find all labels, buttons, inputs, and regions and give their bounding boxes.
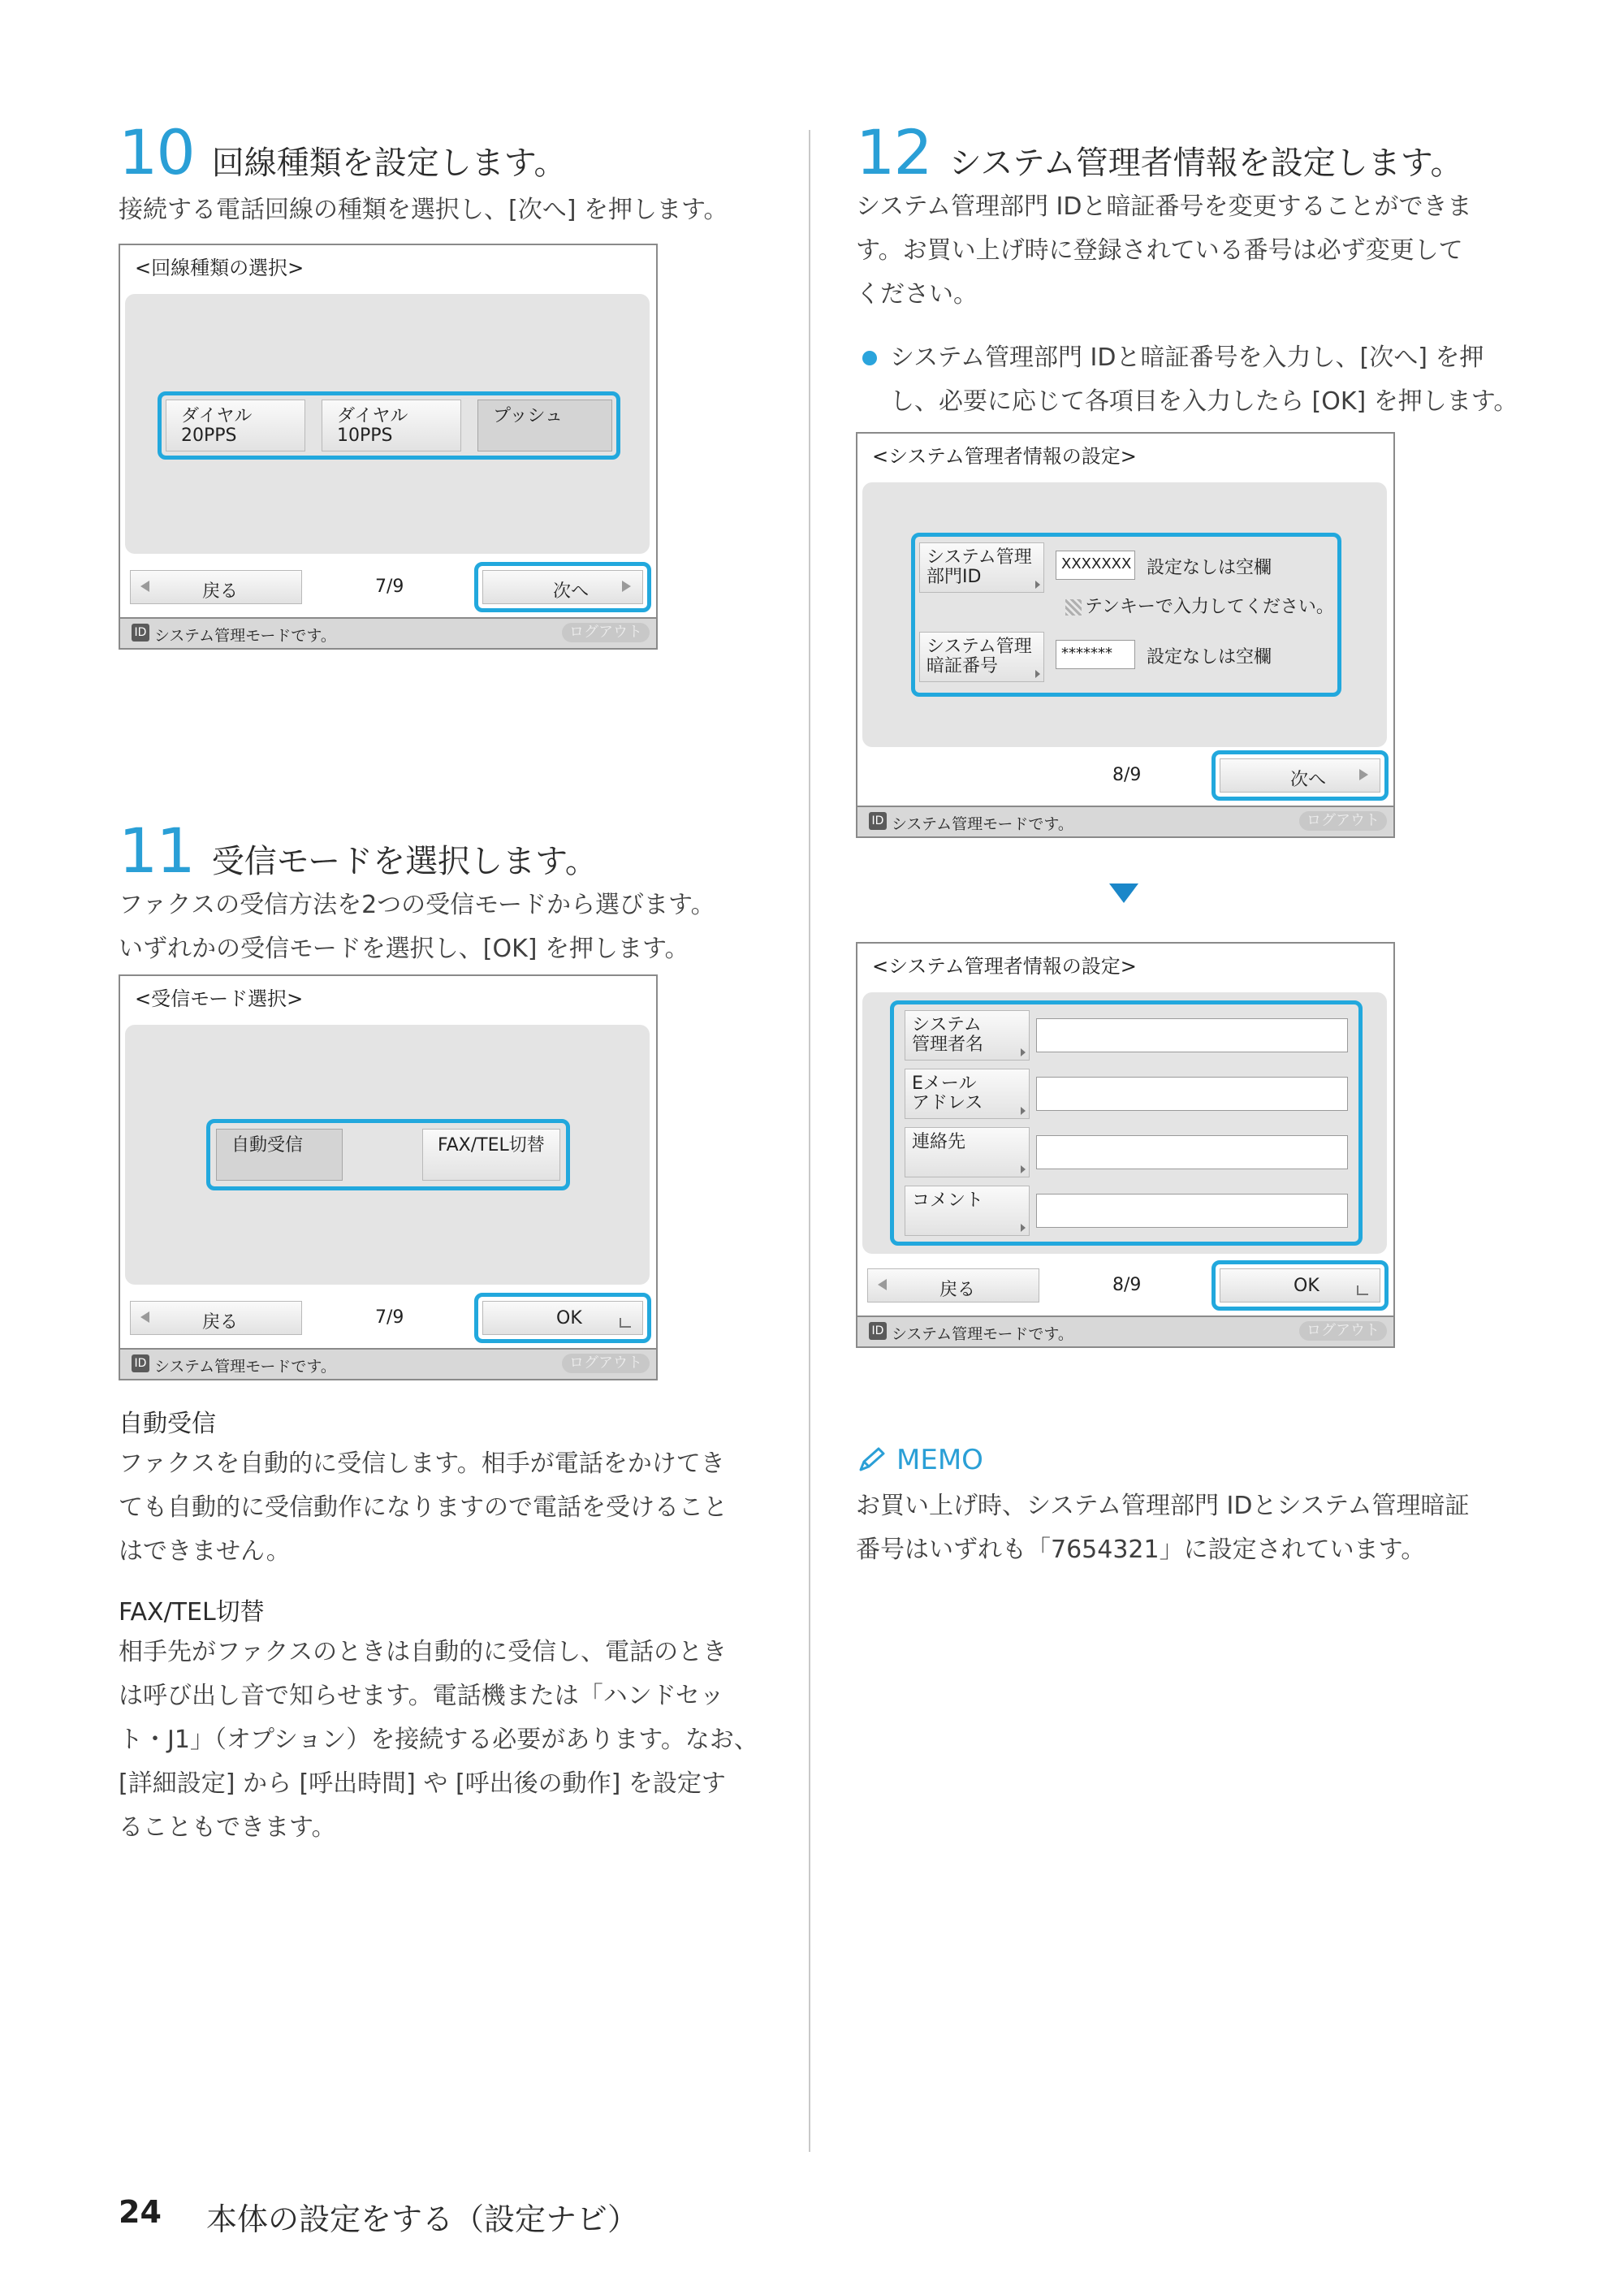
pencil-icon: [856, 1445, 888, 1475]
screen-title: <システム管理者情報の設定>: [872, 955, 1137, 978]
enter-icon: [1357, 1285, 1368, 1295]
comment-label[interactable]: コメント: [905, 1186, 1030, 1236]
page-indicator: 8/9: [1112, 765, 1142, 785]
logout-button[interactable]: ログアウト: [1299, 811, 1387, 831]
corner-arrow-icon: [1021, 1224, 1026, 1232]
step-title: 回線種類を設定します。: [211, 145, 567, 182]
status-text: システム管理モードです。: [154, 627, 336, 645]
left-arrow-icon: [140, 1311, 149, 1323]
line-type-screen: [119, 244, 658, 650]
step-11-description: ファクスの受信方法を2つの受信モードから選びます。 いずれかの受信モードを選択し、[OK] を押します。: [119, 891, 715, 963]
comment-input[interactable]: [1036, 1194, 1348, 1228]
logout-button[interactable]: ログアウト: [562, 1354, 650, 1373]
id-note: 設定なしは空欄: [1147, 558, 1272, 578]
admin-pin-label[interactable]: システム管理 暗証番号: [919, 632, 1044, 682]
step-title: 受信モードを選択します。: [211, 843, 598, 880]
corner-arrow-icon: [1035, 670, 1040, 678]
left-arrow-icon: [878, 1279, 887, 1290]
logout-button[interactable]: ログアウト: [562, 623, 650, 642]
step-number: 11: [119, 814, 194, 887]
status-bar: [120, 617, 656, 648]
step-12-description: システム管理部門 IDと暗証番号を変更することができま す。お買い上げ時に登録されている番号は必ず変更して ください。: [856, 192, 1472, 309]
section-title: 本体の設定をする（設定ナビ）: [206, 2201, 639, 2237]
page-indicator: 8/9: [1112, 1275, 1142, 1295]
tenkey-note: テンキーで入力してください。: [1065, 593, 1334, 618]
memo-label: MEMO: [896, 1444, 983, 1476]
screen-title: <回線種類の選択>: [135, 257, 304, 279]
left-arrow-icon: [140, 581, 149, 592]
down-arrow-icon: [1109, 883, 1138, 903]
email-address-input[interactable]: [1036, 1077, 1348, 1111]
back-button[interactable]: 戻る: [130, 1301, 302, 1335]
back-button[interactable]: 戻る: [130, 570, 302, 604]
id-icon: ID: [132, 1354, 149, 1372]
contact-label[interactable]: 連絡先: [905, 1127, 1030, 1177]
auto-receive-heading: 自動受信: [119, 1410, 216, 1438]
step-11-heading: [119, 814, 598, 887]
column-divider: [809, 130, 810, 2152]
status-bar: [857, 806, 1393, 836]
contact-input[interactable]: [1036, 1135, 1348, 1169]
page-indicator: 7/9: [375, 1307, 404, 1328]
page-number: 24: [119, 2194, 162, 2230]
receive-mode-screen: [119, 974, 658, 1380]
id-icon: ID: [869, 812, 887, 830]
bullet-icon: [862, 351, 877, 365]
next-button[interactable]: 次へ: [1220, 758, 1380, 793]
admin-info-screen-2: [856, 942, 1395, 1348]
back-button[interactable]: 戻る: [867, 1268, 1039, 1303]
auto-receive-body: ファクスを自動的に受信します。相手が電話をかけてき ても自動的に受信動作になりますので電話を受けること はできません。: [119, 1449, 728, 1566]
ok-button[interactable]: OK: [1220, 1268, 1380, 1303]
keypad-icon: [1065, 599, 1082, 616]
corner-arrow-icon: [1021, 1048, 1026, 1056]
pin-note: 設定なしは空欄: [1147, 647, 1272, 667]
screen-title: <システム管理者情報の設定>: [872, 445, 1137, 468]
fax-tel-heading: FAX/TEL切替: [119, 1598, 265, 1627]
admin-pin-input[interactable]: *******: [1056, 640, 1135, 669]
dial-10pps-button[interactable]: ダイヤル 10PPS: [322, 400, 461, 451]
status-bar: [857, 1315, 1393, 1346]
enter-icon: [620, 1318, 631, 1328]
id-icon: ID: [869, 1322, 887, 1340]
step-12-instruction: システム管理部門 IDと暗証番号を入力し、[次へ] を押 し、必要に応じて各項目を入力したら [OK] を押します。: [890, 343, 1518, 416]
right-arrow-icon: [1359, 769, 1368, 780]
status-text: システム管理モードです。: [154, 1358, 336, 1376]
page-indicator: 7/9: [375, 577, 404, 597]
step-number: 12: [856, 116, 931, 188]
corner-arrow-icon: [1035, 581, 1040, 589]
step-number: 10: [119, 116, 194, 188]
logout-button[interactable]: ログアウト: [1299, 1321, 1387, 1341]
admin-dept-id-label[interactable]: システム管理 部門ID: [919, 542, 1044, 593]
step-12-heading: [856, 116, 1463, 188]
corner-arrow-icon: [1021, 1165, 1026, 1173]
admin-name-input[interactable]: [1036, 1018, 1348, 1052]
status-text: システム管理モードです。: [892, 815, 1073, 833]
admin-name-label[interactable]: システム 管理者名: [905, 1010, 1030, 1061]
screen-title: <受信モード選択>: [135, 987, 304, 1010]
email-address-label[interactable]: Eメール アドレス: [905, 1069, 1030, 1119]
id-icon: ID: [132, 624, 149, 642]
admin-dept-id-input[interactable]: XXXXXXX: [1056, 551, 1135, 580]
right-arrow-icon: [622, 581, 631, 592]
step-10-description: 接続する電話回線の種類を選択し、[次へ] を押します。: [119, 196, 728, 224]
memo-heading: [856, 1444, 983, 1476]
fax-tel-body: 相手先がファクスのときは自動的に受信し、電話のとき は呼び出し音で知らせます。電話機または「ハンドセッ ト・J1」（オプション）を接続する必要があります。なお、 [詳細設定] から [呼出時間] や [呼出後の動作] を設定す ることもできます。: [119, 1638, 758, 1842]
step-title: システム管理者情報を設定します。: [948, 145, 1463, 182]
ok-button[interactable]: OK: [482, 1301, 643, 1335]
memo-body: お買い上げ時、システム管理部門 IDとシステム管理暗証 番号はいずれも「7654321」に設定されています。: [856, 1492, 1470, 1564]
fax-tel-switch-button[interactable]: FAX/TEL切替: [422, 1129, 560, 1181]
status-text: システム管理モードです。: [892, 1325, 1073, 1343]
admin-info-screen-1: [856, 432, 1395, 838]
next-button[interactable]: 次へ: [482, 570, 643, 604]
auto-receive-button[interactable]: 自動受信: [216, 1129, 343, 1181]
corner-arrow-icon: [1021, 1107, 1026, 1115]
dial-20pps-button[interactable]: ダイヤル 20PPS: [166, 400, 305, 451]
push-button[interactable]: プッシュ: [477, 400, 612, 451]
step-10-heading: [119, 116, 567, 188]
status-bar: [120, 1348, 656, 1379]
